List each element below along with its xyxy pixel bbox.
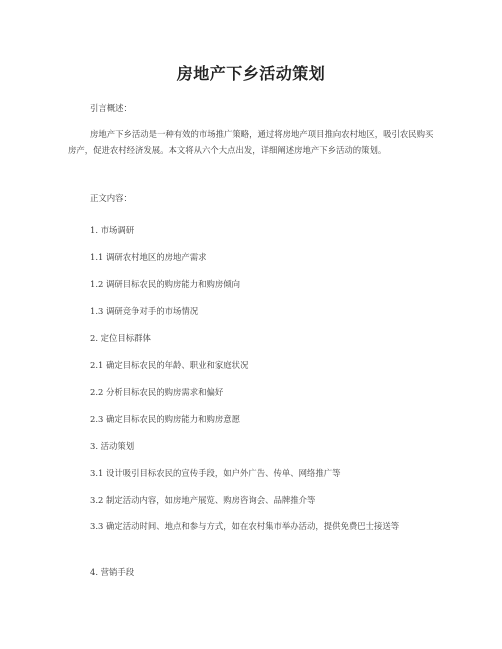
- body-label: 正文内容：: [90, 193, 132, 203]
- document-title: 房地产下乡活动策划: [176, 64, 326, 83]
- list-item: 1.2 调研目标农民的购房能力和购房倾向: [90, 279, 240, 289]
- list-item: 2.3 确定目标农民的购房能力和购房意愿: [90, 414, 240, 424]
- list-item: 2. 定位目标群体: [90, 333, 151, 343]
- list-item: 3.1 设计吸引目标农民的宣传手段，如户外广告、传单、网络推广等: [90, 468, 341, 478]
- intro-label: 引言概述：: [90, 103, 132, 113]
- intro-paragraph: 房地产下乡活动是一种有效的市场推广策略，通过将房地产项目推向农村地区，吸引农民购买房产，促进农村经济发展。本文将从六个大点出发，详细阐述房地产下乡活动的策划。: [68, 129, 434, 155]
- list-item: 1. 市场调研: [90, 225, 135, 235]
- list-item: 4. 营销手段: [90, 567, 135, 577]
- list-item: 2.2 分析目标农民的购房需求和偏好: [90, 387, 224, 397]
- list-item: 1.3 调研竞争对手的市场情况: [90, 306, 199, 316]
- list-item: 3.2 制定活动内容，如房地产展览、购房咨询会、品牌推介等: [90, 495, 316, 505]
- list-item: 3. 活动策划: [90, 441, 135, 451]
- list-item: 1.1 调研农村地区的房地产需求: [90, 252, 207, 262]
- list-item: 3.3 确定活动时间、地点和参与方式，如在农村集市举办活动，提供免费巴士接送等: [90, 521, 400, 531]
- list-item: 2.1 确定目标农民的年龄、职业和家庭状况: [90, 360, 249, 370]
